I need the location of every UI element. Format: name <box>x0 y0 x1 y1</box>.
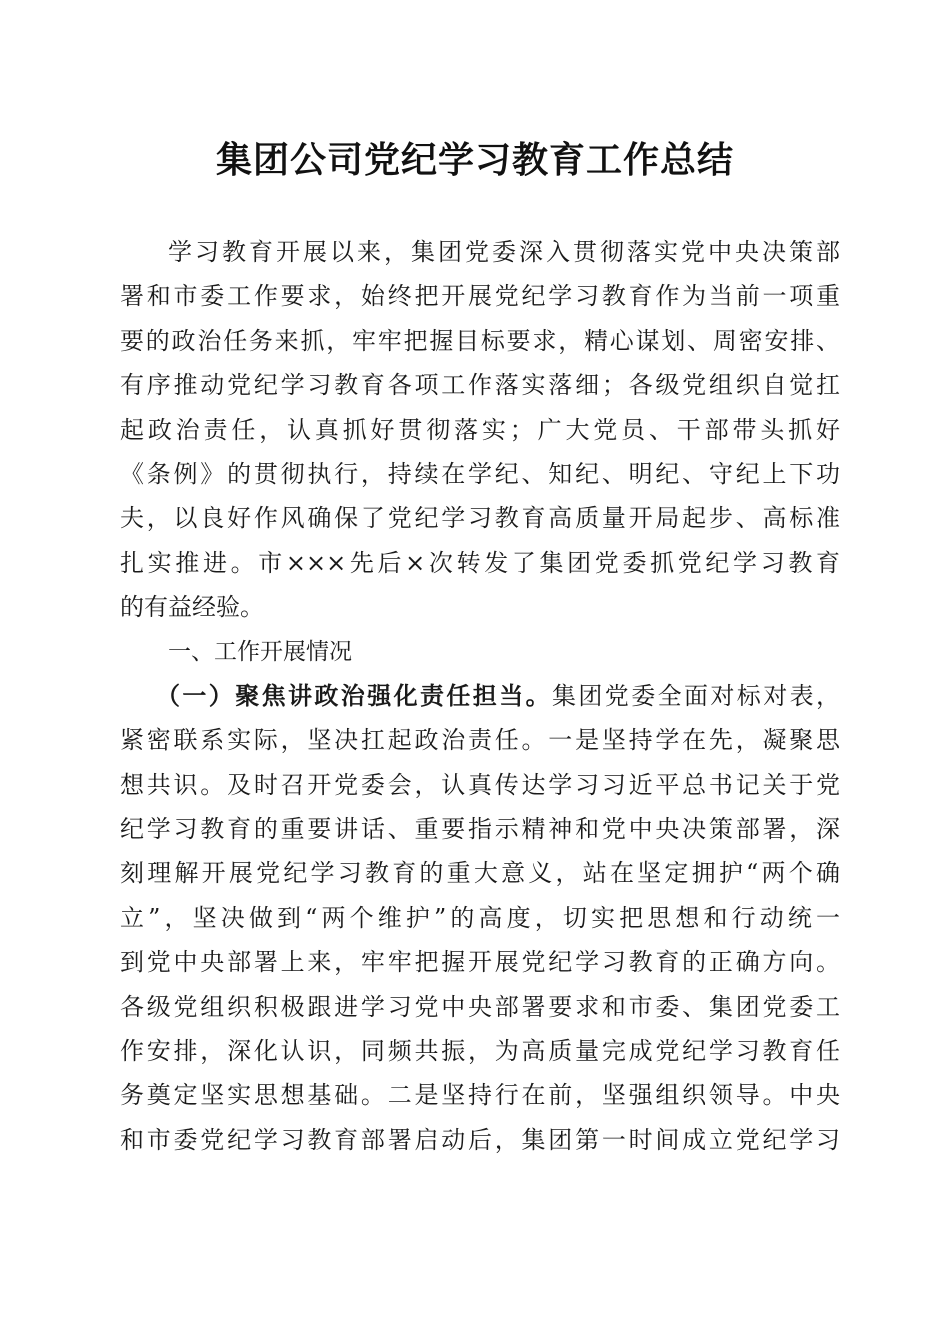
paragraph-line <box>120 674 840 718</box>
paragraph-line: 和市委党纪学习教育部署启动后，集团第一时间成立党纪学习 <box>120 1125 840 1154</box>
paragraph-line: 有序推动党纪学习教育各项工作落实落细；各级党组织自觉扛 <box>120 371 840 400</box>
paragraph-line: 刻理解开展党纪学习教育的重大意义，站在坚定拥护“两个确 <box>120 859 840 888</box>
document-title: 集团公司党纪学习教育工作总结 <box>215 140 734 181</box>
paragraph-line: 到党中央部署上来，牢牢把握开展党纪学习教育的正确方向。 <box>120 948 840 977</box>
document-body <box>120 230 840 1162</box>
paragraph-line: 夫，以良好作风确保了党纪学习教育高质量开局起步、高标准 <box>120 504 840 533</box>
paragraph-line: 扎实推进。市×××先后×次转发了集团党委抓党纪学习教育 <box>120 548 840 577</box>
paragraph-line: 想共识。及时召开党委会，认真传达学习习近平总书记关于党 <box>120 770 840 799</box>
paragraph-line: 起政治责任，认真抓好贯彻落实；广大党员、干部带头抓好 <box>120 415 840 444</box>
subsection-title: （一）聚焦讲政治强化责任担当。 <box>156 681 552 710</box>
paragraph-line: 务奠定坚实思想基础。二是坚持行在前，坚强组织领导。中央 <box>120 1081 840 1110</box>
paragraph-line: 学习教育开展以来，集团党委深入贯彻落实党中央决策部 <box>168 238 840 266</box>
paragraph-line: 立”，坚决做到“两个维护”的高度，切实把思想和行动统一 <box>120 903 840 932</box>
paragraph-line: 各级党组织积极跟进学习党中央部署要求和市委、集团党委工 <box>120 992 840 1021</box>
section-heading: 一、工作开展情况 <box>168 638 352 665</box>
paragraph-line: 署和市委工作要求，始终把开展党纪学习教育作为当前一项重 <box>120 282 840 311</box>
paragraph-line: 紧密联系实际，坚决扛起政治责任。一是坚持学在先，凝聚思 <box>120 726 840 755</box>
paragraph-line: 纪学习教育的重要讲话、重要指示精神和党中央决策部署，深 <box>120 815 840 844</box>
paragraph-line: 的有益经验。 <box>120 593 264 622</box>
paragraph-line: 作安排，深化认识，同频共振，为高质量完成党纪学习教育任 <box>120 1037 840 1066</box>
paragraph-text: 集团党委全面对标对表， <box>552 681 840 710</box>
paragraph-line: 《条例》的贯彻执行，持续在学纪、知纪、明纪、守纪上下功 <box>120 459 840 488</box>
paragraph-line: 要的政治任务来抓，牢牢把握目标要求，精心谋划、周密安排、 <box>120 326 840 355</box>
